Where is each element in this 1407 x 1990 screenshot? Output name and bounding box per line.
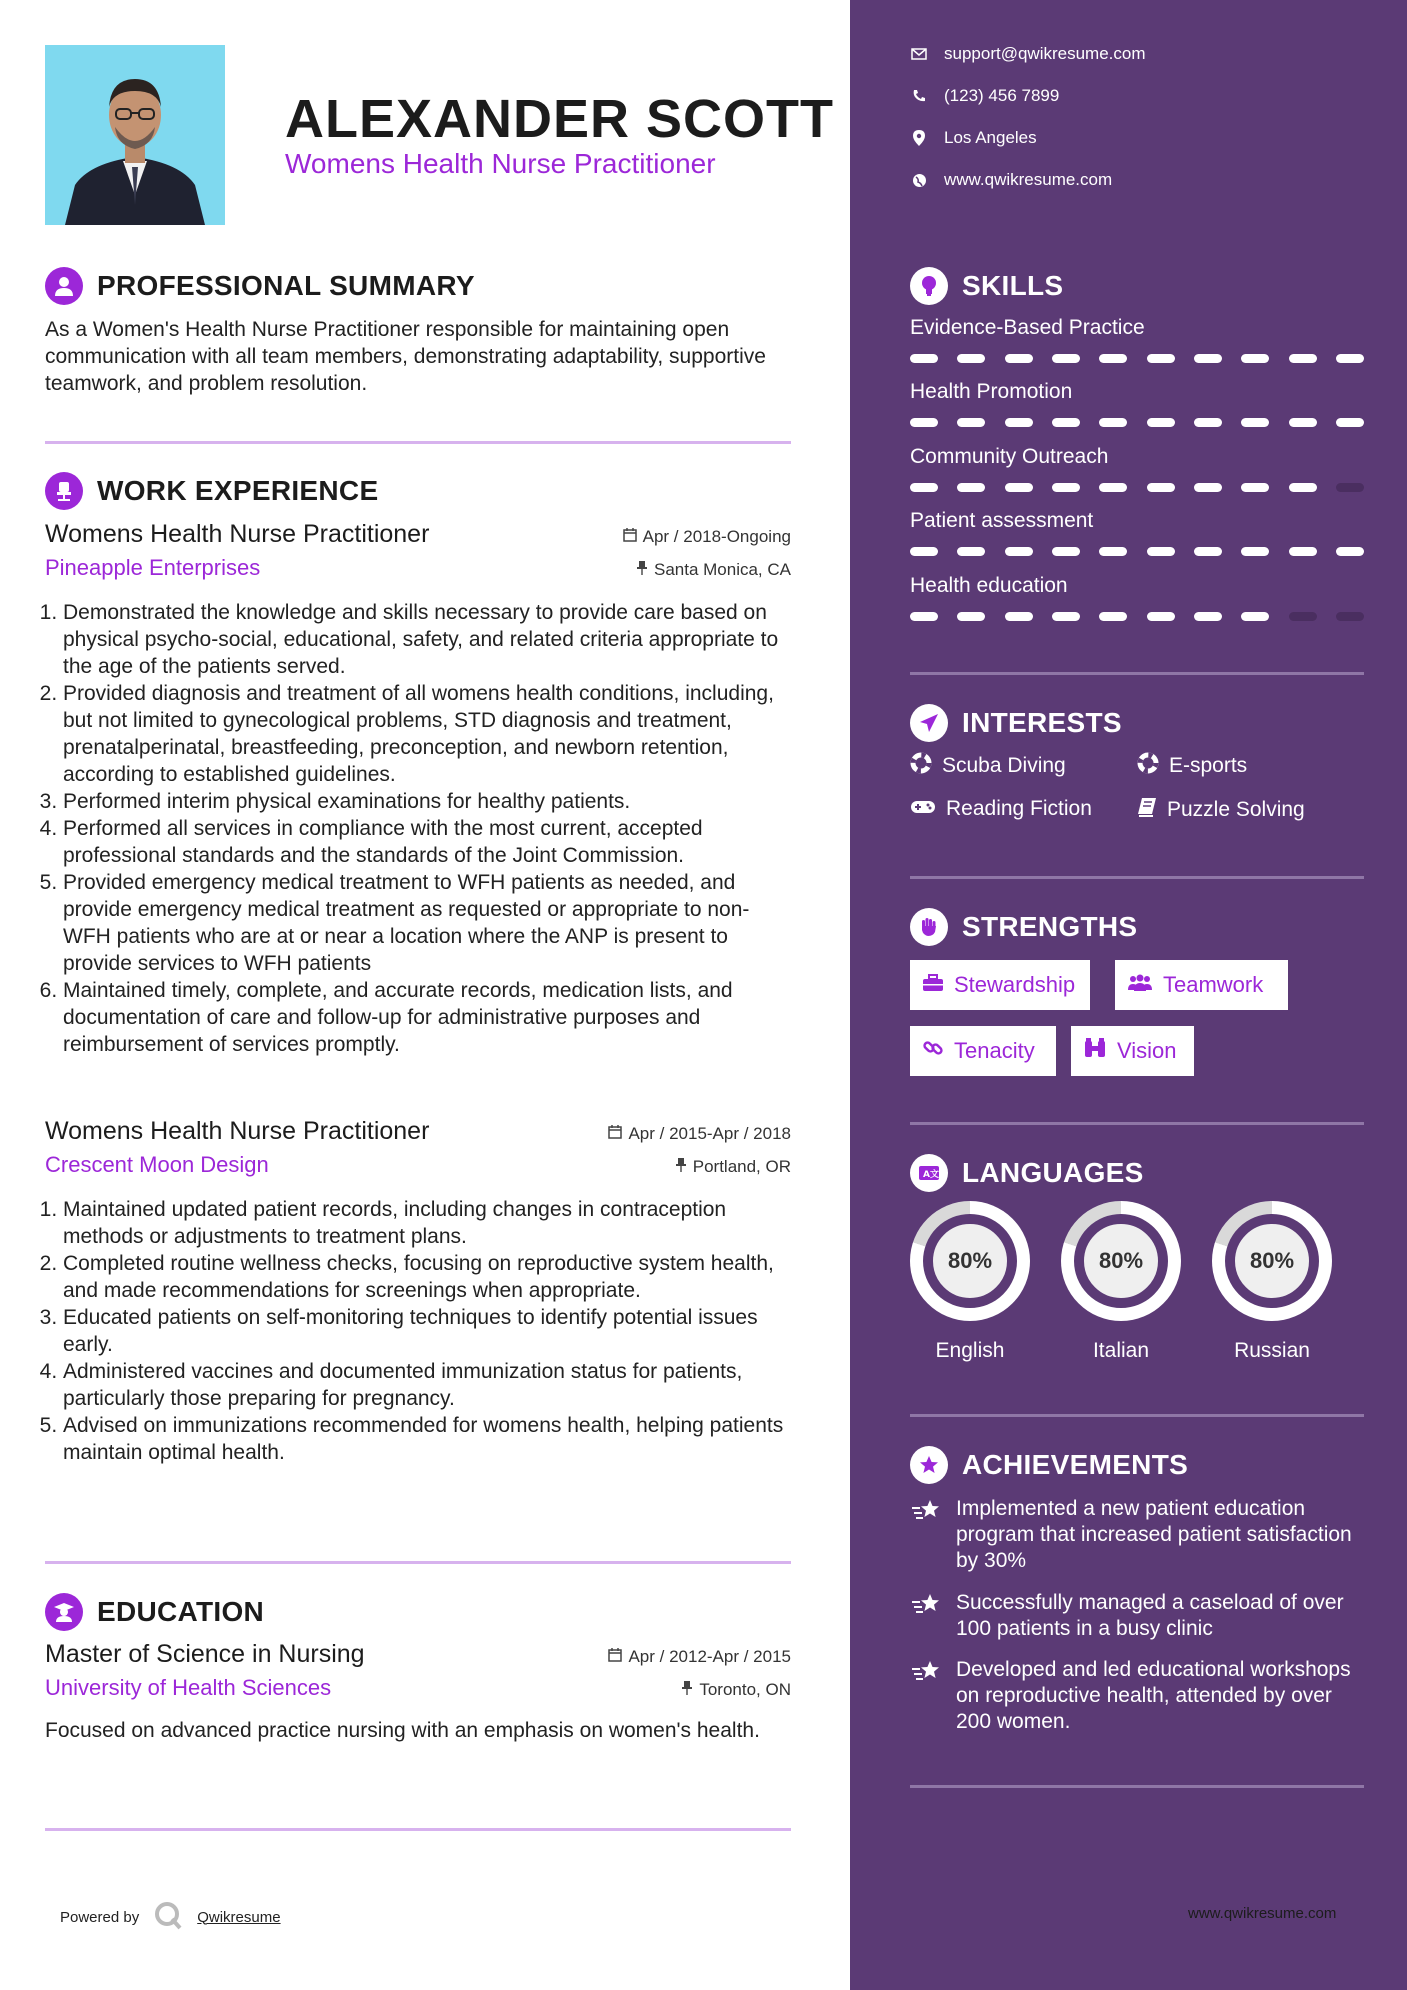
gamepad-icon [910,797,936,821]
divider [45,1828,791,1831]
skill-dash [1147,483,1175,492]
calendar-icon [608,1124,622,1144]
star-icon [910,1446,948,1484]
divider [910,1785,1364,1788]
divider [910,1414,1364,1417]
experience-heading: WORK EXPERIENCE [45,472,378,510]
skill-meter [910,612,1364,621]
list-item: 5. Provided emergency medical treatment to WFH patients as needed, and provide emergency medical treatment as requested or appropriate to non-WFH patients who are at or near a location where the ANP is present to provide services to WFH patients [63,869,791,977]
duty-list [45,599,791,1058]
life-ring-icon [1137,752,1159,780]
skill-dash [1194,483,1222,492]
list-item: 4. Administered vaccines and documented immunization status for patients, particularly those preparing for pregnancy. [63,1358,791,1412]
user-icon [45,267,83,305]
skill-item: Patient assessment [910,509,1364,556]
strength-tag: Teamwork [1115,960,1288,1010]
skill-dash [1147,547,1175,556]
education-heading: EDUCATION [45,1593,264,1631]
phone-icon [910,89,928,103]
languages-heading: A 文 LANGUAGES [910,1154,1144,1192]
interest-item: E-sports [1137,752,1247,780]
qwikresume-link[interactable]: Qwikresume [197,1908,281,1926]
divider [45,441,791,444]
job-date: Apr / 2015-Apr / 2018 [628,1124,791,1143]
language-percent: 80% [1225,1214,1319,1308]
school-name: University of Health Sciences [45,1675,332,1700]
skill-dash [1194,612,1222,621]
link-icon [922,1037,944,1065]
binoculars-icon [1083,1038,1107,1064]
skill-dash [1241,354,1269,363]
list-item: 5. Advised on immunizations recommended for womens health, helping patients maintain optimal health. [63,1412,791,1466]
achievements-heading: ACHIEVEMENTS [910,1446,1188,1484]
skill-dash [1052,418,1080,427]
candidate-title: Womens Health Nurse Practitioner [285,148,716,179]
skill-dash [910,547,938,556]
list-item: 4. Performed all services in compliance with the most current, accepted professional standards and the standards of the Joint Commission. [63,815,791,869]
language-icon [910,1154,948,1192]
skill-dash [1005,547,1033,556]
divider [910,1122,1364,1125]
duty-list [45,1196,791,1466]
skill-item: Community Outreach [910,445,1364,492]
pushpin-icon [681,1680,693,1700]
skill-dash [1336,418,1364,427]
pushpin-icon [675,1157,687,1177]
language-ring [1212,1201,1332,1321]
skill-item: Health education [910,574,1364,621]
job-entry-2 [45,1117,791,1466]
list-item: 2. Provided diagnosis and treatment of all womens health conditions, including, but not limited to gynecological problems, STD diagnosis and treatment, prenatalperinatal, breastfeeding, preconception, and newborn retention, according to established guidelines. [63,680,791,788]
skill-dash [1194,547,1222,556]
profile-photo [45,45,225,225]
degree-name: Master of Science in Nursing [45,1640,365,1668]
skill-dash [1241,612,1269,621]
language-item [1212,1201,1332,1363]
interest-item: Scuba Diving [910,752,1066,780]
achievement-item: Successfully managed a caseload of over 100 patients in a busy clinic [910,1590,1364,1642]
skill-dash [1052,354,1080,363]
divider [45,1561,791,1564]
paper-plane-icon [910,704,948,742]
interest-item: Puzzle Solving [1137,797,1305,823]
interest-item: Reading Fiction [910,797,1092,821]
skill-dash [1336,612,1364,621]
shooting-star-icon [910,1659,942,1735]
list-item: 6. Maintained timely, complete, and accurate records, medication lists, and documentation of care and follow-up for administrative purposes and reimbursement of services promptly. [63,977,791,1058]
fist-icon [910,908,948,946]
interests-heading: INTERESTS [910,704,1122,742]
skills-heading: SKILLS [910,267,1063,305]
list-item: 3. Educated patients on self-monitoring techniques to identify potential issues early. [63,1304,791,1358]
job-date: Apr / 2018-Ongoing [642,527,791,546]
language-item [910,1201,1030,1363]
svg-text:文: 文 [930,1170,940,1180]
skill-dash [1336,547,1364,556]
company-name: Pineapple Enterprises [45,555,261,580]
qwikresume-logo-icon [153,1900,183,1934]
lightbulb-icon [910,267,948,305]
contact-email: support@qwikresume.com [910,44,1146,64]
achievement-item: Developed and led educational workshops on reproductive health, attended by over 200 women. [910,1657,1364,1735]
education-text: Focused on advanced practice nursing with an emphasis on women's health. [45,1719,760,1742]
skill-dash [1099,483,1127,492]
skill-dash [1289,354,1317,363]
skill-dash [1147,418,1175,427]
school-location: Toronto, ON [699,1680,791,1699]
users-icon [1127,972,1153,998]
job-location: Santa Monica, CA [653,560,791,579]
calendar-icon [623,527,637,547]
job-entry-1 [45,520,791,1058]
skill-meter [910,354,1364,363]
list-item: 1. Maintained updated patient records, including changes in contraception methods or adjustments to treatment plans. [63,1196,791,1250]
powered-by: Powered by Qwikresume [60,1900,281,1934]
skill-dash [1194,354,1222,363]
strength-tag: Tenacity [910,1026,1056,1076]
strength-tag: Vision [1071,1026,1194,1076]
skill-item: Evidence-Based Practice [910,316,1364,363]
skill-dash [1005,483,1033,492]
book-icon [1137,797,1157,823]
skill-dash [1052,612,1080,621]
skill-dash [910,483,938,492]
contact-website: www.qwikresume.com [910,170,1112,190]
language-name: English [935,1339,1005,1362]
language-percent: 80% [1074,1214,1168,1308]
skill-dash [1241,547,1269,556]
skill-meter [910,547,1364,556]
skill-dash [1241,418,1269,427]
shooting-star-icon [910,1592,942,1642]
language-percent: 80% [923,1214,1017,1308]
skill-dash [910,418,938,427]
skill-item: Health Promotion [910,380,1364,427]
skill-dash [1336,354,1364,363]
education-entry [45,1640,791,1744]
skill-dash [1052,547,1080,556]
calendar-icon [608,1647,622,1667]
skill-dash [1099,418,1127,427]
skill-dash [1005,418,1033,427]
contact-phone: (123) 456 7899 [910,86,1059,106]
job-title: Womens Health Nurse Practitioner [45,1117,430,1145]
divider [910,672,1364,675]
skill-dash [1005,612,1033,621]
map-pin-icon [910,130,928,146]
skill-dash [1194,418,1222,427]
skill-dash [1099,612,1127,621]
skill-dash [910,354,938,363]
skill-dash [1289,418,1317,427]
language-name: Russian [1234,1339,1310,1362]
skill-dash [1147,354,1175,363]
skill-dash [957,612,985,621]
list-item: 1. Demonstrated the knowledge and skills necessary to provide care based on physical psycho-social, educational, safety, and related criteria appropriate to the age of the patients served. [63,599,791,680]
list-item: 2. Completed routine wellness checks, focusing on reproductive system health, and made recommendations for screenings when appropriate. [63,1250,791,1304]
divider [910,876,1364,879]
job-title: Womens Health Nurse Practitioner [45,520,430,548]
language-name: Italian [1092,1339,1150,1362]
list-item: 3. Performed interim physical examinations for healthy patients. [63,788,791,815]
life-ring-icon [910,752,932,780]
skill-dash [957,483,985,492]
language-ring [910,1201,1030,1321]
envelope-icon [910,48,928,60]
job-location: Portland, OR [692,1157,791,1176]
strength-tag: Stewardship [910,960,1090,1010]
education-date: Apr / 2012-Apr / 2015 [628,1647,791,1666]
strengths-heading: STRENGTHS [910,908,1137,946]
skill-dash [957,547,985,556]
skill-dash [957,418,985,427]
skill-dash [1336,483,1364,492]
skill-dash [1099,354,1127,363]
skill-dash [957,354,985,363]
chair-icon [45,472,83,510]
graduate-icon [45,1593,83,1631]
candidate-name: ALEXANDER SCOTT [285,89,835,149]
summary-heading: PROFESSIONAL SUMMARY [45,267,475,305]
skill-meter [910,418,1364,427]
shooting-star-icon [910,1498,942,1574]
pushpin-icon [636,560,648,580]
achievement-item: Implemented a new patient education program that increased patient satisfaction by 30% [910,1496,1364,1574]
globe-icon [910,173,928,188]
summary-text: As a Women's Health Nurse Practitioner responsible for maintaining open communication with all team members, demonstrating adaptability, supportive teamwork, and problem resolution. [45,318,766,395]
skill-dash [1147,612,1175,621]
skill-dash [910,612,938,621]
language-ring [1061,1201,1181,1321]
skill-dash [1052,483,1080,492]
contact-location: Los Angeles [910,128,1037,148]
footer-website[interactable]: www.qwikresume.com [1188,1905,1337,1922]
skill-dash [1241,483,1269,492]
briefcase-icon [922,972,944,998]
skill-dash [1005,354,1033,363]
language-item [1061,1201,1181,1363]
skill-dash [1099,547,1127,556]
skill-meter [910,483,1364,492]
skill-dash [1289,612,1317,621]
skill-dash [1289,547,1317,556]
company-name: Crescent Moon Design [45,1152,269,1177]
svg-text:A: A [923,1170,930,1180]
skill-dash [1289,483,1317,492]
